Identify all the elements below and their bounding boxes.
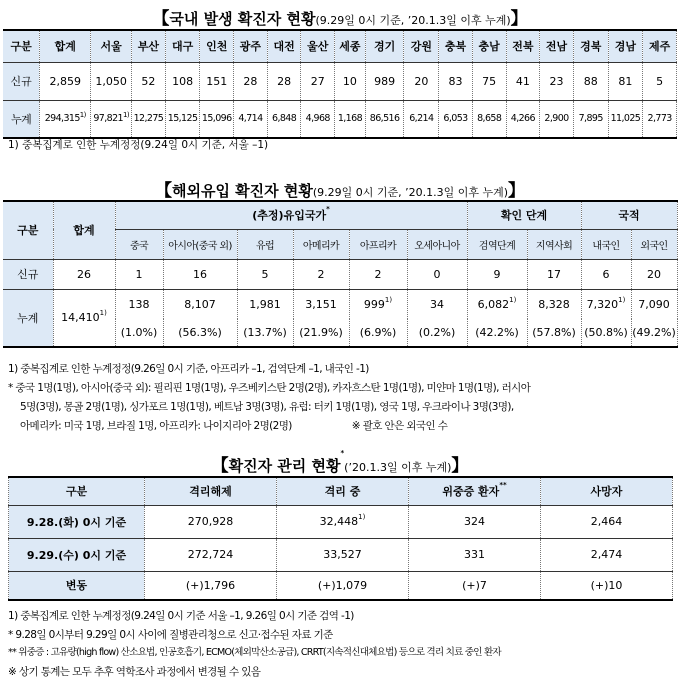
management-title: 【확진자 관리 현황*(’20.1.3일 이후 누계)】: [211, 449, 469, 476]
header-cell: 합계: [40, 30, 91, 62]
row-label: 신규: [3, 259, 53, 289]
header-cell: 위중증 환자**: [409, 477, 541, 505]
domestic-table: [3, 29, 677, 139]
table-cell: 5: [237, 259, 293, 289]
table-cell: (21.9%): [293, 319, 349, 347]
table-cell: 4,266: [506, 100, 540, 138]
management-row-0928: [9, 505, 673, 538]
table-cell: 20: [631, 259, 677, 289]
table-cell: 88: [573, 62, 608, 100]
sub-header-cell: 유럽: [237, 229, 293, 259]
table-cell: 2,464: [541, 505, 673, 538]
table-cell: (+)1,796: [145, 571, 277, 600]
overseas-title: 【해외유입 확진자 현황(9.29일 0시 기준, ’20.1.3일 이후 누계)】: [154, 181, 526, 201]
table-cell: 324: [409, 505, 541, 538]
table-cell: 14,410$^{1)}$: [53, 289, 115, 347]
table-cell: (+)7: [409, 571, 541, 600]
table-cell: 5: [643, 62, 677, 100]
table-cell: 11,025: [608, 100, 643, 138]
header-cell: 울산: [301, 30, 335, 62]
table-cell: 270,928: [145, 505, 277, 538]
management-row-change: [9, 571, 673, 600]
management-header-row: [9, 477, 673, 505]
table-cell: 7,320$^{1)}$: [581, 289, 631, 319]
table-cell: 1,981: [237, 289, 293, 319]
header-cell: 전남: [540, 30, 574, 62]
sub-header-cell: 외국인: [631, 229, 677, 259]
table-cell: 83: [439, 62, 473, 100]
management-row-0929: [9, 538, 673, 571]
management-table: [8, 476, 673, 601]
table-cell: 15,125: [165, 100, 200, 138]
domestic-note: 1) 중복집계로 인한 누계정정(9.24일 0시 기준, 서울 –1): [8, 139, 269, 151]
table-cell: 6,214: [404, 100, 439, 138]
domestic-new-row: [3, 62, 677, 100]
table-cell: 2: [349, 259, 407, 289]
table-cell: (42.2%): [467, 319, 527, 347]
sub-header-cell: 내국인: [581, 229, 631, 259]
note-line: ※ 상기 통계는 모두 추후 역학조사 과정에서 변경될 수 있음: [8, 665, 261, 678]
table-cell: (57.8%): [527, 319, 581, 347]
row-label: 9.28.(화) 0시 기준: [9, 505, 145, 538]
table-cell: 1,050: [91, 62, 132, 100]
table-cell: 41: [506, 62, 540, 100]
table-cell: 52: [132, 62, 166, 100]
row-label: 변동: [9, 571, 145, 600]
table-cell: 6,848: [267, 100, 301, 138]
header-cell: 국적: [581, 201, 677, 229]
table-cell: 331: [409, 538, 541, 571]
sub-header-cell: 중국: [115, 229, 163, 259]
table-cell: 97,821$^{1)}$: [91, 100, 132, 138]
header-cell: 인천: [200, 30, 234, 62]
sub-header-cell: 아시아(중국 외): [163, 229, 237, 259]
table-cell: (0.2%): [407, 319, 467, 347]
table-cell: (49.2%): [631, 319, 677, 347]
table-cell: (13.7%): [237, 319, 293, 347]
table-cell: 3,151: [293, 289, 349, 319]
table-cell: (50.8%): [581, 319, 631, 347]
table-cell: (+)10: [541, 571, 673, 600]
header-cell: 제주: [643, 30, 677, 62]
overseas-table: [3, 200, 678, 348]
sub-header-cell: 오세아니아: [407, 229, 467, 259]
note-line: 5명(3명), 몽골 2명(1명), 싱가포르 1명(1명), 베트남 3명(3명), 유럽: 터키 1명(1명), 영국 1명, 우크라이나 3명(3명),: [20, 401, 514, 413]
table-cell: 1,168: [335, 100, 366, 138]
header-cell: 경기: [365, 30, 404, 62]
header-cell: 대전: [267, 30, 301, 62]
table-cell: 8,328: [527, 289, 581, 319]
header-cell: 격리해제: [145, 477, 277, 505]
table-cell: 75: [472, 62, 506, 100]
table-cell: 20: [404, 62, 439, 100]
note-line: 아메리카: 미국 1명, 브라질 1명, 아프리카: 나이지리아 2명(2명) ※ 괄호 안은 외국인 수: [20, 420, 448, 432]
table-cell: 0: [407, 259, 467, 289]
table-cell: 9: [467, 259, 527, 289]
table-cell: 2,474: [541, 538, 673, 571]
overseas-header-row-1: [3, 201, 677, 229]
note-line: ** 위중증 : 고유량(high flow) 산소요법, 인공호흡기, ECMO(체외막산소공급), CRRT(지속적신대체요법) 등으로 격리 치료 중인 환자: [8, 647, 501, 658]
table-cell: 151: [200, 62, 234, 100]
table-cell: 28: [267, 62, 301, 100]
row-label: 누계: [3, 289, 53, 347]
table-cell: 86,516: [365, 100, 404, 138]
table-cell: 34: [407, 289, 467, 319]
sub-header-cell: 지역사회: [527, 229, 581, 259]
domestic-cum-row: [3, 100, 677, 138]
header-cell: 확인 단계: [467, 201, 581, 229]
table-cell: 2,773: [643, 100, 677, 138]
header-cell: 충북: [439, 30, 473, 62]
header-cell: 강원: [404, 30, 439, 62]
header-cell: 충남: [472, 30, 506, 62]
domestic-header-row: [3, 30, 677, 62]
header-cell: 세종: [335, 30, 366, 62]
table-cell: 989: [365, 62, 404, 100]
table-cell: 12,275: [132, 100, 166, 138]
table-cell: 81: [608, 62, 643, 100]
note-line: * 9.28일 0시부터 9.29일 0시 사이에 질병관리청으로 신고·접수된 자료 기준: [8, 628, 333, 641]
header-cell: 부산: [132, 30, 166, 62]
table-cell: (+)1,079: [277, 571, 409, 600]
domestic-title: 【국내 발생 확진자 현황(9.29일 0시 기준, ’20.1.3일 이후 누계)】: [152, 9, 528, 29]
row-label: 누계: [3, 100, 40, 138]
table-cell: 17: [527, 259, 581, 289]
management-notes: [8, 607, 501, 681]
header-cell: (추정)유입국가*: [115, 201, 467, 229]
row-label: 신규: [3, 62, 40, 100]
header-cell: 전북: [506, 30, 540, 62]
note-line: 1) 중복집계로 인한 누계정정(9.24일 0시 기준 서울 –1, 9.26일 0시 기준 검역 -1): [8, 610, 354, 622]
overseas-cum-row: [3, 289, 677, 319]
table-cell: 10: [335, 62, 366, 100]
table-cell: 6,053: [439, 100, 473, 138]
overseas-notes: [8, 360, 530, 436]
header-cell: 사망자: [541, 477, 673, 505]
table-cell: 108: [165, 62, 200, 100]
sub-header-cell: 검역단계: [467, 229, 527, 259]
table-cell: (56.3%): [163, 319, 237, 347]
note-line: 1) 중복집계로 인한 누계정정(9.26일 0시 기준, 아프리카 –1, 검역단계 –1, 내국인 -1): [8, 363, 369, 375]
header-cell: 경남: [608, 30, 643, 62]
header-cell: 구분: [3, 30, 40, 62]
table-cell: 4,968: [301, 100, 335, 138]
table-cell: 272,724: [145, 538, 277, 571]
table-cell: 6: [581, 259, 631, 289]
table-cell: 999$^{1)}$: [349, 289, 407, 319]
table-cell: 4,714: [234, 100, 268, 138]
table-cell: 2,859: [40, 62, 91, 100]
table-cell: 1: [115, 259, 163, 289]
table-cell: 32,448$^{1)}$: [277, 505, 409, 538]
table-cell: 26: [53, 259, 115, 289]
table-cell: 294,315$^{1)}$: [40, 100, 91, 138]
header-cell: 격리 중: [277, 477, 409, 505]
header-cell: 구분: [3, 201, 53, 259]
table-cell: 138: [115, 289, 163, 319]
table-cell: 7,895: [573, 100, 608, 138]
note-line: * 중국 1명(1명), 아시아(중국 외): 필리핀 1명(1명), 우즈베키스탄 2명(2명), 카자흐스탄 1명(1명), 미얀마 1명(1명), 러시아: [8, 382, 531, 394]
sub-header-cell: 아프리카: [349, 229, 407, 259]
table-cell: 27: [301, 62, 335, 100]
table-cell: 7,090: [631, 289, 677, 319]
table-cell: 15,096: [200, 100, 234, 138]
table-cell: 28: [234, 62, 268, 100]
overseas-new-row: [3, 259, 677, 289]
table-cell: 8,107: [163, 289, 237, 319]
header-cell: 구분: [9, 477, 145, 505]
row-label: 9.29.(수) 0시 기준: [9, 538, 145, 571]
table-cell: 2,900: [540, 100, 574, 138]
header-cell: 광주: [234, 30, 268, 62]
table-cell: 8,658: [472, 100, 506, 138]
table-cell: 33,527: [277, 538, 409, 571]
table-cell: (6.9%): [349, 319, 407, 347]
header-cell: 합계: [53, 201, 115, 259]
table-cell: 2: [293, 259, 349, 289]
table-cell: 23: [540, 62, 574, 100]
header-cell: 서울: [91, 30, 132, 62]
header-cell: 대구: [165, 30, 200, 62]
table-cell: (1.0%): [115, 319, 163, 347]
table-cell: 16: [163, 259, 237, 289]
header-cell: 경북: [573, 30, 608, 62]
sub-header-cell: 아메리카: [293, 229, 349, 259]
table-cell: 6,082$^{1)}$: [467, 289, 527, 319]
